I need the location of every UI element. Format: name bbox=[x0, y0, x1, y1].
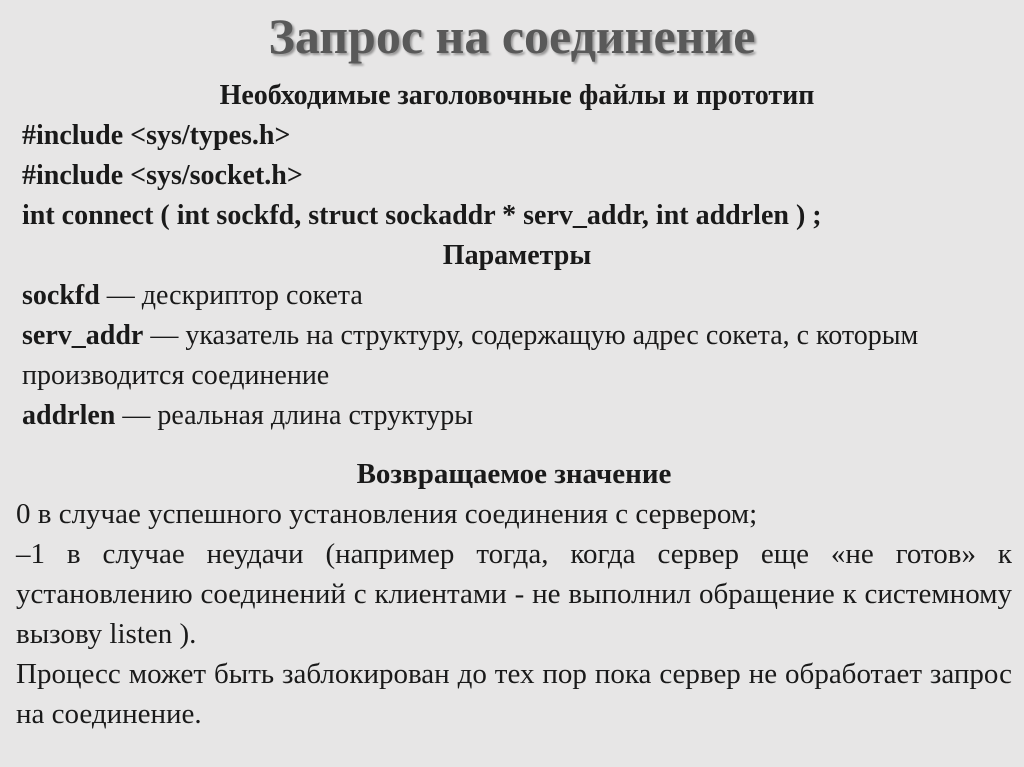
return-blocking-line: Процесс может быть заблокирован до тех пор пока сервер не обработает запрос на соединение. bbox=[16, 658, 1012, 730]
param-name: serv_addr bbox=[22, 320, 144, 351]
include-socket-line: #include <sys/socket.h> bbox=[22, 160, 303, 191]
slide-title: Запрос на соединение bbox=[268, 8, 756, 64]
param-serv-addr bbox=[22, 316, 1002, 396]
return-failure-line: –1 в случае неудачи (например тогда, когда сервер еще «не готов» к установлению соединений с клиентами - не выполнил обращение к системному вызову listen ). bbox=[16, 538, 1012, 650]
param-name: sockfd bbox=[22, 280, 100, 311]
return-heading: Возвращаемое значение bbox=[356, 458, 672, 490]
return-success-line: 0 в случае успешного установления соединения с сервером; bbox=[16, 498, 758, 530]
param-desc: — указатель на структуру, содержащую адрес сокета, с которым производится соединение bbox=[22, 320, 919, 391]
return-section bbox=[16, 454, 1012, 734]
headers-heading: Необходимые заголовочные файлы и прототип bbox=[219, 80, 815, 111]
param-sockfd bbox=[22, 276, 1012, 316]
params-heading: Параметры bbox=[442, 240, 592, 271]
params-section bbox=[22, 236, 1012, 436]
param-addrlen bbox=[22, 396, 1012, 436]
connect-prototype-line: int connect ( int sockfd, struct sockaddr * serv_addr, int addrlen ) ; bbox=[22, 200, 822, 231]
param-desc: — дескриптор сокета bbox=[99, 280, 363, 311]
param-name: addrlen bbox=[22, 400, 116, 431]
param-desc: — реальная длина структуры bbox=[115, 400, 474, 431]
include-types-line: #include <sys/types.h> bbox=[22, 120, 291, 151]
headers-section bbox=[22, 76, 1012, 236]
